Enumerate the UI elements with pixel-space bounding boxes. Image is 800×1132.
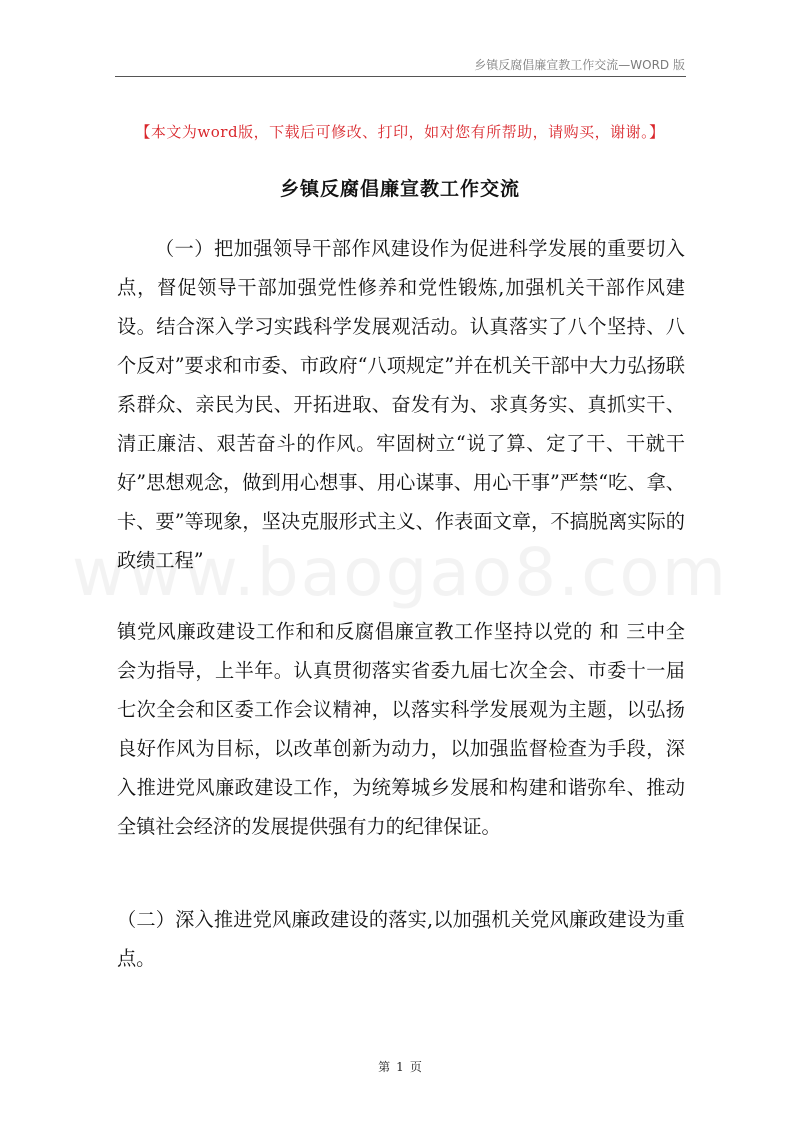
page-number: 1 <box>396 1060 404 1074</box>
header-divider <box>115 76 686 77</box>
paragraph-2: 镇党风廉政建设工作和和反腐倡廉宣教工作坚持以党的 和 三中全会为指导，上半年。认真贯彻落实省委九届七次全会、市委十一届七次全会和区委工作会议精神，以落实科学发展观为主题，以弘扬良好作风为目标，以改革创新为动力，以加强监督检查为手段，深入推进党风廉政建设工作，为统筹城乡发展和构建和谐弥牟、推动全镇社会经济的发展提供强有力的纪律保证。 <box>117 620 685 838</box>
running-header: 乡镇反腐倡廉宣教工作交流—WORD 版 <box>474 58 685 72</box>
paragraph-3: （二）深入推进党风廉政建设的落实,以加强机关党风廉政建设为重点。 <box>117 908 685 970</box>
purchase-notice: 【本文为word版，下载后可修改、打印，如对您有所帮助，请购买，谢谢。】 <box>135 123 665 141</box>
document-title: 乡镇反腐倡廉宣教工作交流 <box>279 178 520 200</box>
page-footer <box>0 1058 800 1075</box>
page-prefix: 第 <box>378 1060 391 1074</box>
page-suffix: 页 <box>409 1060 422 1074</box>
paragraph-1: （一）把加强领导干部作风建设作为促进科学发展的重要切入点，督促领导干部加强党性修养和党性锻炼,加强机关干部作风建设。结合深入学习实践科学发展观活动。认真落实了八个坚持、八个反对”要求和市委、市政府“八项规定”并在机关干部中大力弘扬联系群众、亲民为民、开拓进取、奋发有为、求真务实、真抓实干、清正廉洁、艰苦奋斗的作风。牢固树立“说了算、定了干、干就干好”思想观念，做到用心想事、用心谋事、用心干事”严禁“吃、拿、卡、要”等现象，坚决克服形式主义、作表面文章，不搞脱离实际的政绩工程” <box>117 237 685 572</box>
